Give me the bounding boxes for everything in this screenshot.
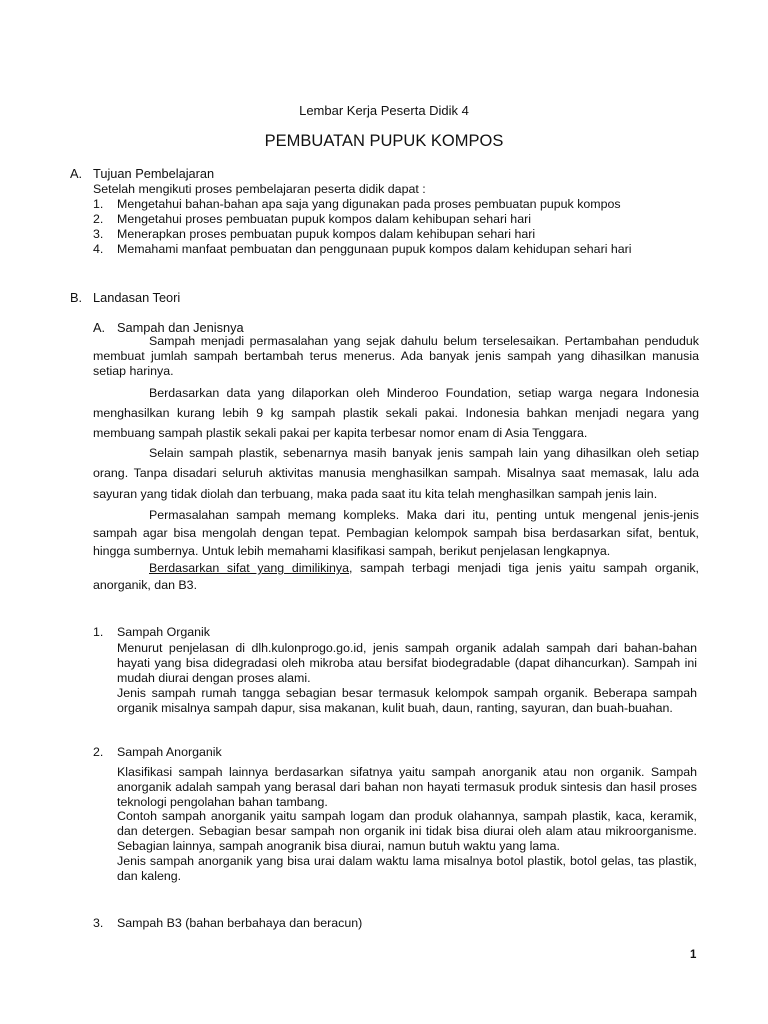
section-a-title: Tujuan Pembelajaran	[93, 166, 215, 181]
list-item-text: Menerapkan proses pembuatan pupuk kompos dalam kehibupan sehari hari	[117, 227, 536, 241]
type-title: Sampah Organik	[117, 625, 210, 639]
worksheet-header: Lembar Kerja Peserta Didik 4	[299, 103, 469, 118]
list-item-number: 4.	[93, 242, 104, 256]
list-item-number: 1.	[93, 197, 104, 211]
paragraph: Klasifikasi sampah lainnya berdasarkan sifatnya yaitu sampah anorganik atau non organik. Sampah anorganik adalah sampah yang berasal dari bahan non hayati termasuk produk sintesis dan hasil proses teknologi pengolahan bahan tambang.	[117, 765, 697, 809]
list-item	[93, 197, 699, 212]
type-body	[117, 641, 697, 716]
page-number: 1	[690, 949, 697, 961]
list-item-text: Mengetahui proses pembuatan pupuk kompos dalam kehibupan sehari hari	[117, 212, 531, 226]
type-body	[117, 765, 697, 883]
list-item-text: Mengetahui bahan-bahan apa saja yang digunakan pada proses pembuatan pupuk kompos	[117, 197, 621, 211]
subsection-letter: A.	[93, 320, 106, 335]
paragraph: Contoh sampah anorganik yaitu sampah logam dan produk olahannya, sampah plastik, kaca, keramik, dan detergen. Sebagian besar sampah non organik ini tidak bisa diurai oleh alam atau mikroorganisme. Sebagian lainnya, sampah anogranik bisa diurai, namun butuh waktu yang lama.	[117, 809, 697, 853]
paragraph: Jenis sampah rumah tangga sebagian besar termasuk kelompok sampah organik. Beberapa sampah organik misalnya sampah dapur, sisa makanan, kulit buah, daun, ranting, sayuran, dan buah-buahan.	[117, 686, 697, 715]
list-item	[93, 227, 699, 242]
list-item	[93, 242, 699, 272]
type-number: 2.	[93, 745, 104, 759]
paragraph: Jenis sampah anorganik yang bisa urai dalam waktu lama misalnya botol plastik, botol gelas, tas plastik, dan kaleng.	[117, 853, 697, 883]
document-title: PEMBUATAN PUPUK KOMPOS	[264, 132, 504, 150]
type-title: Sampah B3 (bahan berbahaya dan beracun)	[117, 916, 363, 930]
type-title: Sampah Anorganik	[117, 745, 222, 759]
paragraph: Selain sampah plastik, sebenarnya masih banyak jenis sampah lain yang dihasilkan oleh setiap orang. Tanpa disadari seluruh aktivitas manusia menghasilkan sampah. Misalnya saat memasak, lalu ada sayuran yang tidak diolah dan terbuang, maka pada saat itu kita telah menghasilkan sampah jenis lain.	[93, 445, 699, 501]
type-number: 3.	[93, 916, 104, 930]
objectives-list	[93, 197, 699, 272]
subsection-title: Sampah dan Jenisnya	[117, 320, 244, 335]
list-item-text: Memahami manfaat pembuatan dan penggunaan pupuk kompos dalam kehidupan sehari hari	[117, 242, 632, 256]
paragraph: Permasalahan sampah memang kompleks. Maka dari itu, penting untuk mengenal jenis-jenis sampah agar bisa mengolah dengan tepat. Pembagian kelompok sampah bisa berdasarkan sifat, bentuk, hingga sumbernya. Untuk lebih memahami klasifikasi sampah, berikut penjelasan lengkapnya.	[93, 508, 699, 559]
paragraph: Berdasarkan data yang dilaporkan oleh Minderoo Foundation, setiap warga negara Indonesia menghasilkan kurang lebih 9 kg sampah plastik sekali pakai. Indonesia bahkan menjadi negara yang membuang sampah plastik sekali pakai per kapita terbesar nomor enam di Asia Tenggara.	[93, 385, 699, 440]
list-item-number: 3.	[93, 227, 104, 241]
section-a-intro: Setelah mengikuti proses pembelajaran peserta didik dapat :	[93, 182, 426, 196]
paragraph: Sampah menjadi permasalahan yang sejak dahulu belum terselesaikan. Pertambahan penduduk membuat jumlah sampah bertambah terus menerus. Ada banyak jenis sampah yang dihasilkan manusia setiap harinya.	[93, 334, 699, 379]
paragraph: Menurut penjelasan di dlh.kulonprogo.go.id, jenis sampah organik adalah sampah dari bahan-bahan hayati yang bisa didegradasi oleh mikroba atau bersifat biodegradable (dapat dihancurkan). Sampah ini mudah diurai dengan proses alami.	[117, 641, 697, 685]
section-a-letter: A.	[70, 166, 83, 181]
section-b-letter: B.	[70, 290, 83, 305]
list-item-number: 2.	[93, 212, 104, 226]
section-b-title: Landasan Teori	[93, 290, 181, 305]
list-item	[93, 212, 699, 227]
theory-body	[93, 334, 699, 594]
emphasis-text: Berdasarkan sifat yang dimilikinya	[149, 561, 350, 576]
emphasis-rest: , sampah terbagi menjadi tiga jenis yaitu sampah organik, anorganik, dan B3.	[93, 561, 699, 593]
paragraph	[93, 560, 699, 594]
type-number: 1.	[93, 625, 104, 639]
